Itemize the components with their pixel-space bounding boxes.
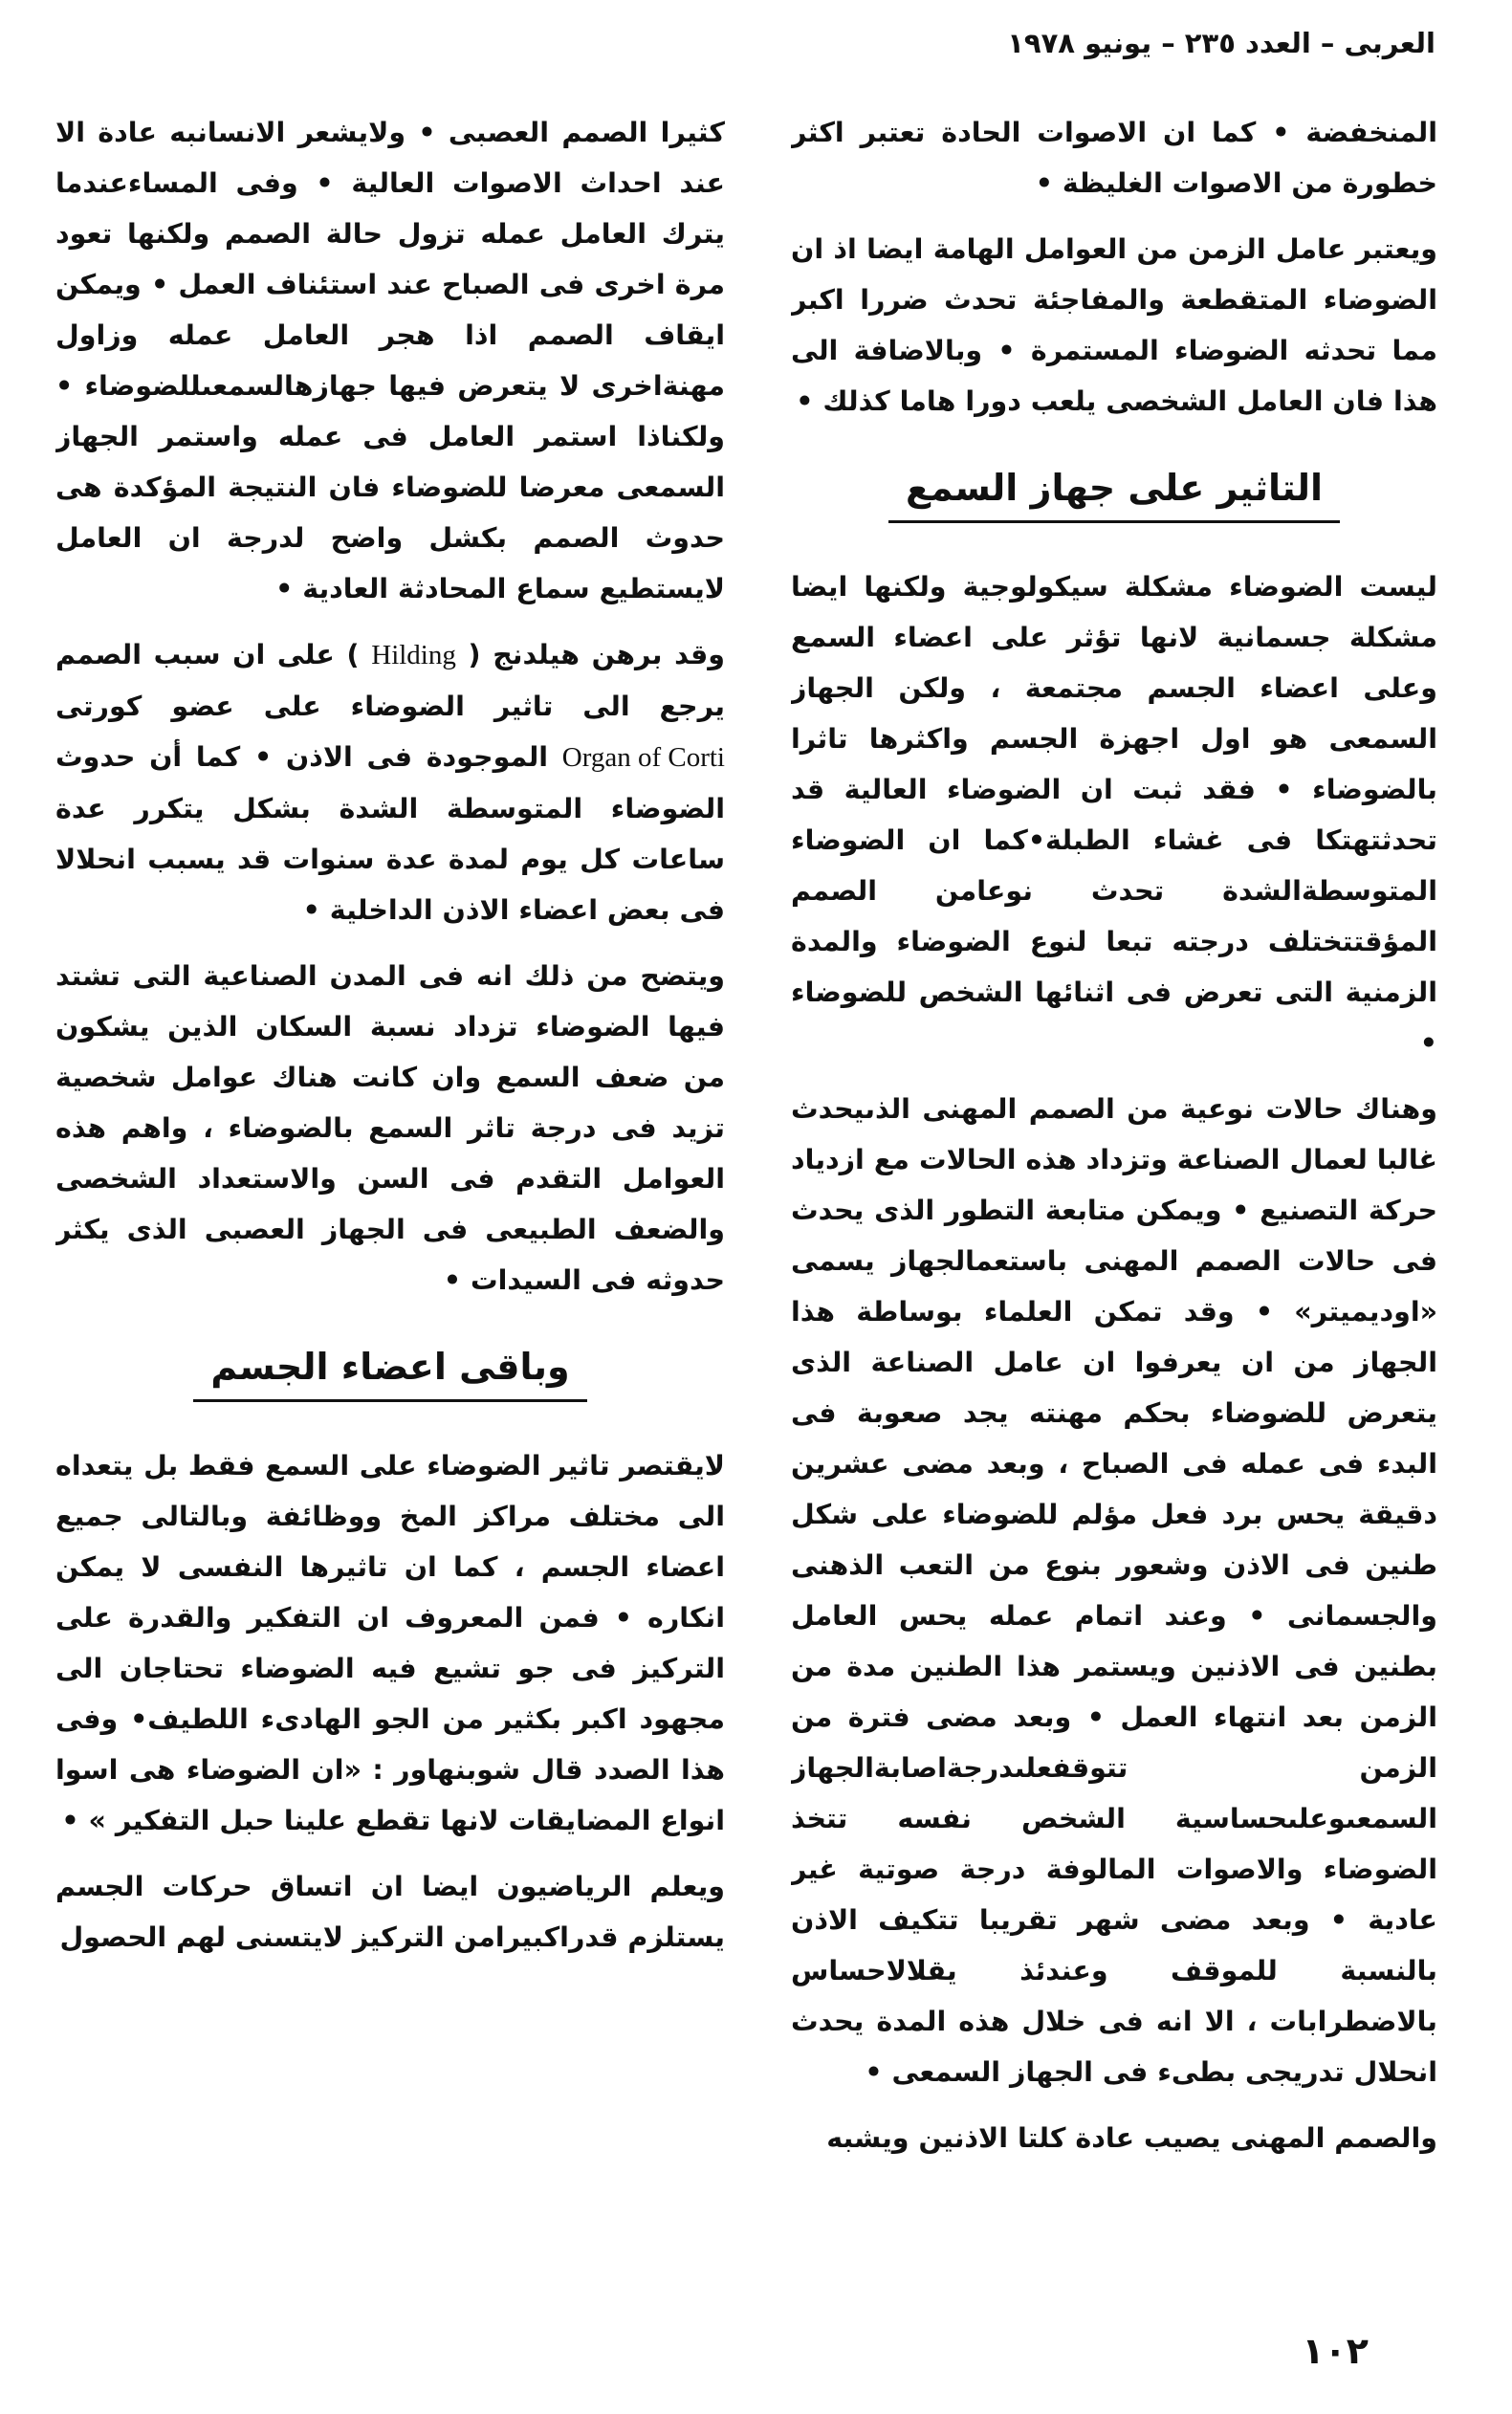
section-heading-wrap bbox=[791, 459, 1437, 523]
latin-term-organ-of-corti: Organ of Corti bbox=[561, 742, 725, 773]
paragraph: ويعتبر عامل الزمن من العوامل الهامة ايضا اذ ان الضوضاء المتقطعة والمفاجئة تحدث ضررا اكبر مما تحدثه الضوضاء المستمرة • وبالاضافة الى هذا فان العامل الشخصى يلعب دورا هاما كذلك • bbox=[791, 233, 1437, 417]
paragraph-text: الموجودة فى الاذن • كما أن حدوث الضوضاء المتوسطة الشدة بشكل يتكرر عدة ساعات كل يوم لمدة عدة سنوات قد يسبب انحلالا فى بعض اعضاء الاذن الداخلية • bbox=[55, 741, 725, 926]
paragraph: كثيرا الصمم العصبى • ولايشعر الانسانبه عادة الا عند احداث الاصوات العالية • وفى المساءعندما يترك العامل عمله تزول حالة الصمم ولكنها تعود مرة اخرى فى الصباح عند استئناف العمل • ويمكن ايقاف الصمم اذا هجر العامل عمله وزاول مهنةاخرى لا يتعرض فيها جهازهالسمعىللضوضاء • ولكناذا استمر العامل فى عمله واستمر الجهاز السمعى معرضا للضوضاء فان النتيجة المؤكدة هى حدوث الصمم بكشل واضح لدرجة ان العامل لايستطيع سماع المحادثة العادية • bbox=[55, 117, 725, 604]
running-header: العربى – العدد ٢٣٥ – يونيو ١٩٧٨ bbox=[1007, 27, 1435, 59]
paragraph-with-latin-terms bbox=[55, 629, 725, 935]
latin-term-hilding: Hilding bbox=[371, 640, 456, 670]
paragraph: والصمم المهنى يصيب عادة كلتا الاذنين ويشبه bbox=[826, 2122, 1437, 2154]
section-heading: وباقى اعضاء الجسم bbox=[193, 1338, 586, 1402]
paragraph: لايقتصر تاثير الضوضاء على السمع فقط بل يتعداه الى مختلف مراكز المخ ووظائفة وبالتالى جميع اعضاء الجسم ، كما ان تاثيرها النفسى لا يمكن انكاره • فمن المعروف ان التفكير والقدرة على التركيز فى جو تشيع فيه الضوضاء تحتاجان الى مجهود اكبر بكثير من الجو الهادىء اللطيف• وفى هذا الصدد قال شوبنهاور : «ان الضوضاء هى اسوا انواع المضايقات لانها تقطع علينا حبل التفكير » • bbox=[55, 1450, 725, 1836]
section-heading: التاثير على جهاز السمع bbox=[888, 459, 1340, 523]
left-column bbox=[55, 107, 725, 2336]
paragraph-text: ) على ان سبب الصمم يرجع الى تاثير الضوضاء على عضو كورتى bbox=[55, 639, 725, 722]
page-number: ١٠٢ bbox=[1302, 2330, 1369, 2372]
section-heading-wrap bbox=[55, 1338, 725, 1402]
paragraph: المنخفضة • كما ان الاصوات الحادة تعتبر اكثر خطورة من الاصوات الغليظة • bbox=[791, 117, 1437, 199]
paragraph: ويتضح من ذلك انه فى المدن الصناعية التى تشتد فيها الضوضاء تزداد نسبة السكان الذين يشكون من ضعف السمع وان كانت هناك عوامل شخصية تزيد فى درجة تاثر السمع بالضوضاء ، واهم هذه العوامل التقدم فى السن والاستعداد الشخصى والضعف الطبيعى فى الجهاز العصبى الذى يكثر حدوثه فى السيدات • bbox=[55, 960, 725, 1296]
paragraph: ويعلم الرياضيون ايضا ان اتساق حركات الجسم يستلزم قدراكبيرامن التركيز لايتسنى لهم الحصول bbox=[55, 1871, 725, 1953]
right-column bbox=[791, 107, 1437, 2336]
paragraph: ليست الضوضاء مشكلة سيكولوجية ولكنها ايضا مشكلة جسمانية لانها تؤثر على اعضاء السمع وعلى اعضاء الجسم مجتمعة ، ولكن الجهاز السمعى هو اول اجهزة الجسم واكثرها تاثرا بالضوضاء • فقد ثبت ان الضوضاء العالية قد تحدثتهتكا فى غشاء الطبلة•كما ان الضوضاء المتوسطةالشدة تحدث نوعامن الصمم المؤقتتختلف درجته تبعا لنوع الضوضاء والمدة الزمنية التى تعرض فى اثنائها الشخص للضوضاء • bbox=[791, 571, 1437, 1059]
paragraph-text: وقد برهن هيلدنج ( bbox=[468, 639, 725, 670]
paragraph: وهناك حالات نوعية من الصمم المهنى الذىيحدث غالبا لعمال الصناعة وتزداد هذه الحالات مع ازدياد حركة التصنيع • ويمكن متابعة التطور الذى يحدث فى حالات الصمم المهنى باستعمالجهاز يسمى «اوديميتر» • وقد تمكن العلماء بوساطة هذا الجهاز من ان يعرفوا ان عامل الصناعة الذى يتعرض للضوضاء بحكم مهنته يجد صعوبة فى البدء فى عمله فى الصباح ، وبعد مضى عشرين دقيقة يحس برد فعل مؤلم للضوضاء على شكل طنين فى الاذن وشعور بنوع من التعب الذهنى والجسمانى • وعند اتمام عمله يحس العامل بطنين فى الاذنين ويستمر هذا الطنين مدة من الزمن بعد انتهاء العمل • وبعد مضى فترة من الزمن تتوقفعلىدرجةاصابةالجهاز السمعىوعلىحساسية الشخص نفسه تتخذ الضوضاء والاصوات المالوفة درجة صوتية غير عادية • وبعد مضى شهر تقريبا تتكيف الاذن بالنسبة للموقف وعندئذ يقلالاحساس بالاضطرابات ، الا انه فى خلال هذه المدة يحدث انحلال تدريجى بطىء فى الجهاز السمعى • bbox=[791, 1093, 1437, 2088]
